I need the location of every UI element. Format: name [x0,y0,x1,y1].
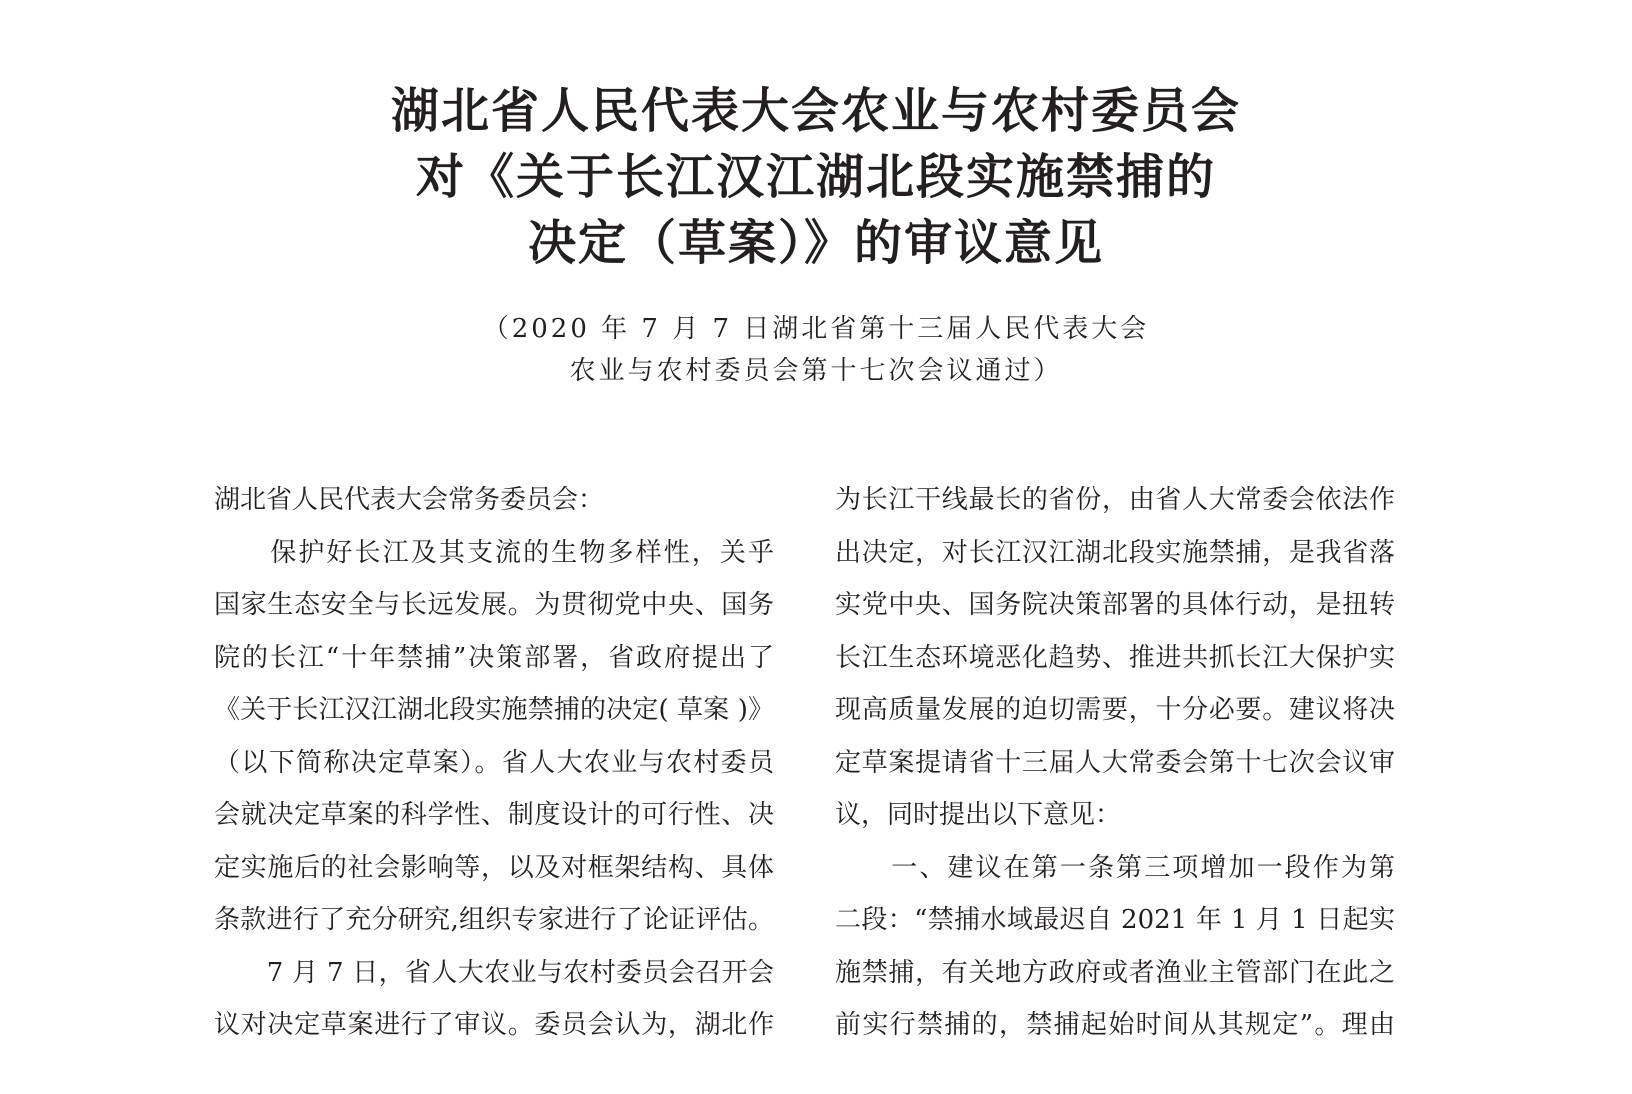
body-line: 议对决定草案进行了审议。委员会认为，湖北作 [214,1010,774,1040]
left-column [214,474,774,1052]
body-line: 出决定，对长江汉江湖北段实施禁捕，是我省落 [835,537,1395,568]
document-title [0,78,1632,276]
body-line: 国家生态安全与长远发展。为贯彻党中央、国务 [214,590,774,620]
body-line: 长江生态环境恶化趋势、推进共抓长江大保护实 [835,642,1395,673]
body-line: 为长江干线最长的省份，由省人大常委会依法作 [835,485,1395,515]
body-line: （以下简称决定草案）。省人大农业与农村委员 [214,747,774,778]
body-line: 二段：“禁捕水域最迟自 2021 年 1 月 1 日起实 [835,905,1395,935]
body-line: 《关于长江汉江湖北段实施禁捕的决定( 草案 )》 [214,695,774,725]
body-line: 一、建议在第一条第三项增加一段作为第 [835,852,1395,883]
body-line: 定实施后的社会影响等，以及对框架结构、具体 [214,852,774,883]
body-line: 保护好长江及其支流的生物多样性，关乎 [214,537,774,568]
title-line-2: 对《关于长江汉江湖北段实施禁捕的 [415,149,1216,205]
body-line: 施禁捕，有关地方政府或者渔业主管部门在此之 [835,957,1395,988]
body-line: 议，同时提出以下意见： [835,800,1122,830]
body-line: 现高质量发展的迫切需要，十分必要。建议将决 [835,695,1395,725]
body-line: 实党中央、国务院决策部署的具体行动，是扭转 [835,590,1395,620]
right-column [835,474,1395,1052]
body-line: 条款进行了充分研究,组织专家进行了论证评估。 [214,905,774,935]
body-line: 7 月 7 日，省人大农业与农村委员会召开会 [214,957,774,988]
body-line: 定草案提请省十三届人大常委会第十七次会议审 [835,747,1395,778]
title-line-3: 决定（草案）》的审议意见 [527,215,1104,271]
subtitle-line-2: 农业与农村委员会第十七次会议通过） [569,356,1063,386]
title-line-1: 湖北省人民代表大会农业与农村委员会 [390,83,1241,139]
body-line: 院的长江“十年禁捕”决策部署，省政府提出了 [214,642,774,673]
body-line: 会就决定草案的科学性、制度设计的可行性、决 [214,800,774,830]
subtitle-line-1: （2020 年 7 月 7 日湖北省第十三届人民代表大会 [482,314,1150,344]
document-subtitle [0,308,1632,392]
body-line: 前实行禁捕的，禁捕起始时间从其规定”。理由 [835,1010,1395,1040]
body-line: 湖北省人民代表大会常务委员会： [214,485,605,515]
